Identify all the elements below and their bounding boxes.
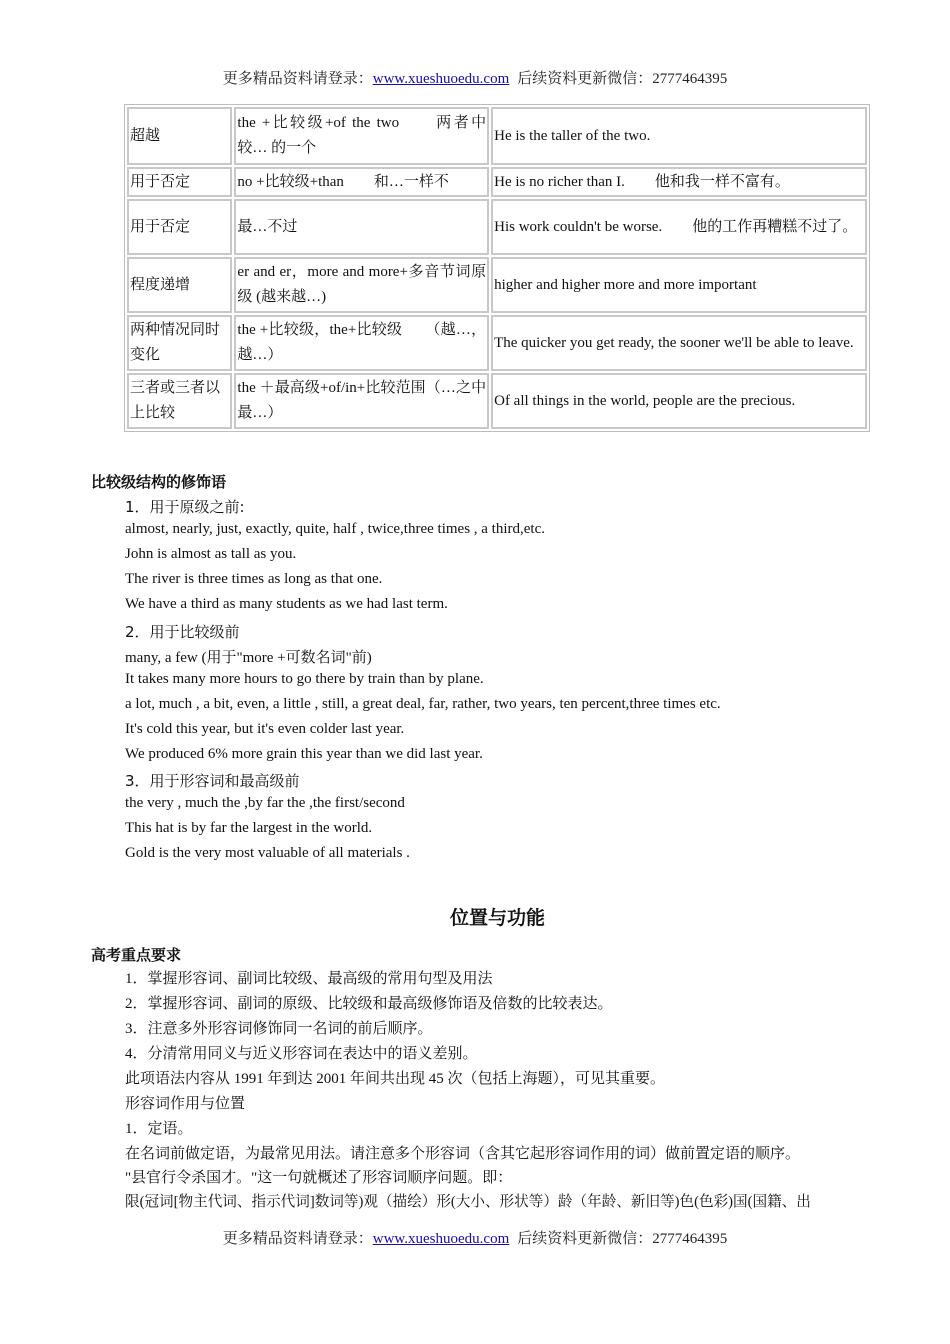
example-cell: The quicker you get ready, the sooner we'll be able to leave. — [491, 315, 867, 371]
footer-link[interactable]: www.xueshuoedu.com — [372, 1231, 510, 1247]
example-cell: His work couldn't be worse. 他的工作再糟糕不过了。 — [491, 199, 867, 255]
structure-cell: 最…不过 — [234, 199, 489, 255]
list-item: We produced 6% more grain this year than we did last year. — [125, 746, 483, 762]
structure-cell: the +比较级+of the two 两者中较… 的一个 — [234, 107, 489, 165]
example-cell: Of all things in the world, people are the precious. — [491, 373, 867, 429]
list-item: 2．掌握形容词、副词的原级、比较级和最高级修饰语及倍数的比较表达。 — [125, 996, 613, 1012]
structure-cell: the +比较级，the+比较级 （越…，越…） — [234, 315, 489, 371]
header-suffix: 后续资料更新微信：2777464395 — [517, 71, 728, 87]
list-item: It takes many more hours to go there by train than by plane. — [125, 671, 484, 687]
list-item: John is almost as tall as you. — [125, 546, 297, 562]
list-item: 1．定语。 — [125, 1121, 193, 1137]
list-item: 限(冠词[物主代词、指示代词]数词等)观（描绘）形(大小、形状等）龄（年龄、新旧等)色(色彩)国(国籍、出 — [125, 1194, 811, 1210]
list-item: almost, nearly, just, exactly, quite, half , twice,three times , a third,etc. — [125, 521, 545, 537]
list-item: This hat is by far the largest in the world. — [125, 820, 373, 836]
list-item: 2．用于比较级前 — [125, 623, 240, 641]
example-cell: higher and higher more and more important — [491, 257, 867, 313]
list-item: 形容词作用与位置 — [125, 1096, 246, 1112]
header-link[interactable]: www.xueshuoedu.com — [372, 71, 510, 87]
table-row — [127, 107, 867, 165]
table-row — [127, 257, 867, 313]
footer-prefix: 更多精品资料请登录： — [222, 1231, 373, 1247]
table-row — [127, 373, 867, 429]
usage-cell: 两种情况同时变化 — [127, 315, 232, 371]
section-heading: 高考重点要求 — [91, 946, 182, 964]
table-row — [127, 315, 867, 371]
usage-cell: 用于否定 — [127, 167, 232, 197]
list-item: a lot, much , a bit, even, a little , still, a great deal, far, rather, two years, ten percent,three times etc. — [125, 696, 721, 712]
section-heading: 比较级结构的修饰语 — [91, 473, 227, 491]
list-item: "县官行令杀国才。"这一句就概述了形容词顺序问题。即： — [125, 1170, 513, 1186]
comparison-table — [124, 104, 870, 432]
usage-cell: 用于否定 — [127, 199, 232, 255]
example-cell: He is no richer than I. 他和我一样不富有。 — [491, 167, 867, 197]
usage-cell: 程度递增 — [127, 257, 232, 313]
list-item: many, a few (用于"more +可数名词"前) — [125, 650, 372, 666]
list-item: The river is three times as long as that one. — [125, 571, 383, 587]
list-item: We have a third as many students as we had last term. — [125, 596, 448, 612]
table-row — [127, 199, 867, 255]
list-item: 3．注意多外形容词修饰同一名词的前后顺序。 — [125, 1021, 433, 1037]
usage-cell: 三者或三者以上比较 — [127, 373, 232, 429]
list-item: It's cold this year, but it's even colder last year. — [125, 721, 405, 737]
header-prefix: 更多精品资料请登录： — [222, 71, 373, 87]
structure-cell: er and er，more and more+多音节词原级 (越来越…) — [234, 257, 489, 313]
list-item: Gold is the very most valuable of all materials . — [125, 845, 410, 861]
list-item: 3．用于形容词和最高级前 — [125, 772, 300, 790]
list-item: 1．用于原级之前: — [125, 498, 245, 516]
list-item: 1．掌握形容词、副词比较级、最高级的常用句型及用法 — [125, 971, 493, 987]
structure-cell: no +比较级+than 和…一样不 — [234, 167, 489, 197]
table-row — [127, 167, 867, 197]
example-cell: He is the taller of the two. — [491, 107, 867, 165]
section-title: 位置与功能 — [449, 907, 545, 929]
list-item: 此项语法内容从 1991 年到达 2001 年间共出现 45 次（包括上海题），可见其重要。 — [125, 1071, 666, 1087]
list-item: 在名词前做定语，为最常见用法。请注意多个形容词（含其它起形容词作用的词）做前置定语的顺序。 — [125, 1146, 801, 1162]
list-item: the very , much the ,by far the ,the first/second — [125, 795, 405, 811]
footer-suffix: 后续资料更新微信：2777464395 — [517, 1231, 728, 1247]
structure-cell: the ＋最高级+of/in+比较范围（…之中最…） — [234, 373, 489, 429]
page-header — [0, 67, 950, 88]
page-footer — [0, 1227, 950, 1248]
usage-cell: 超越 — [127, 107, 232, 165]
list-item: 4．分清常用同义与近义形容词在表达中的语义差别。 — [125, 1046, 478, 1062]
